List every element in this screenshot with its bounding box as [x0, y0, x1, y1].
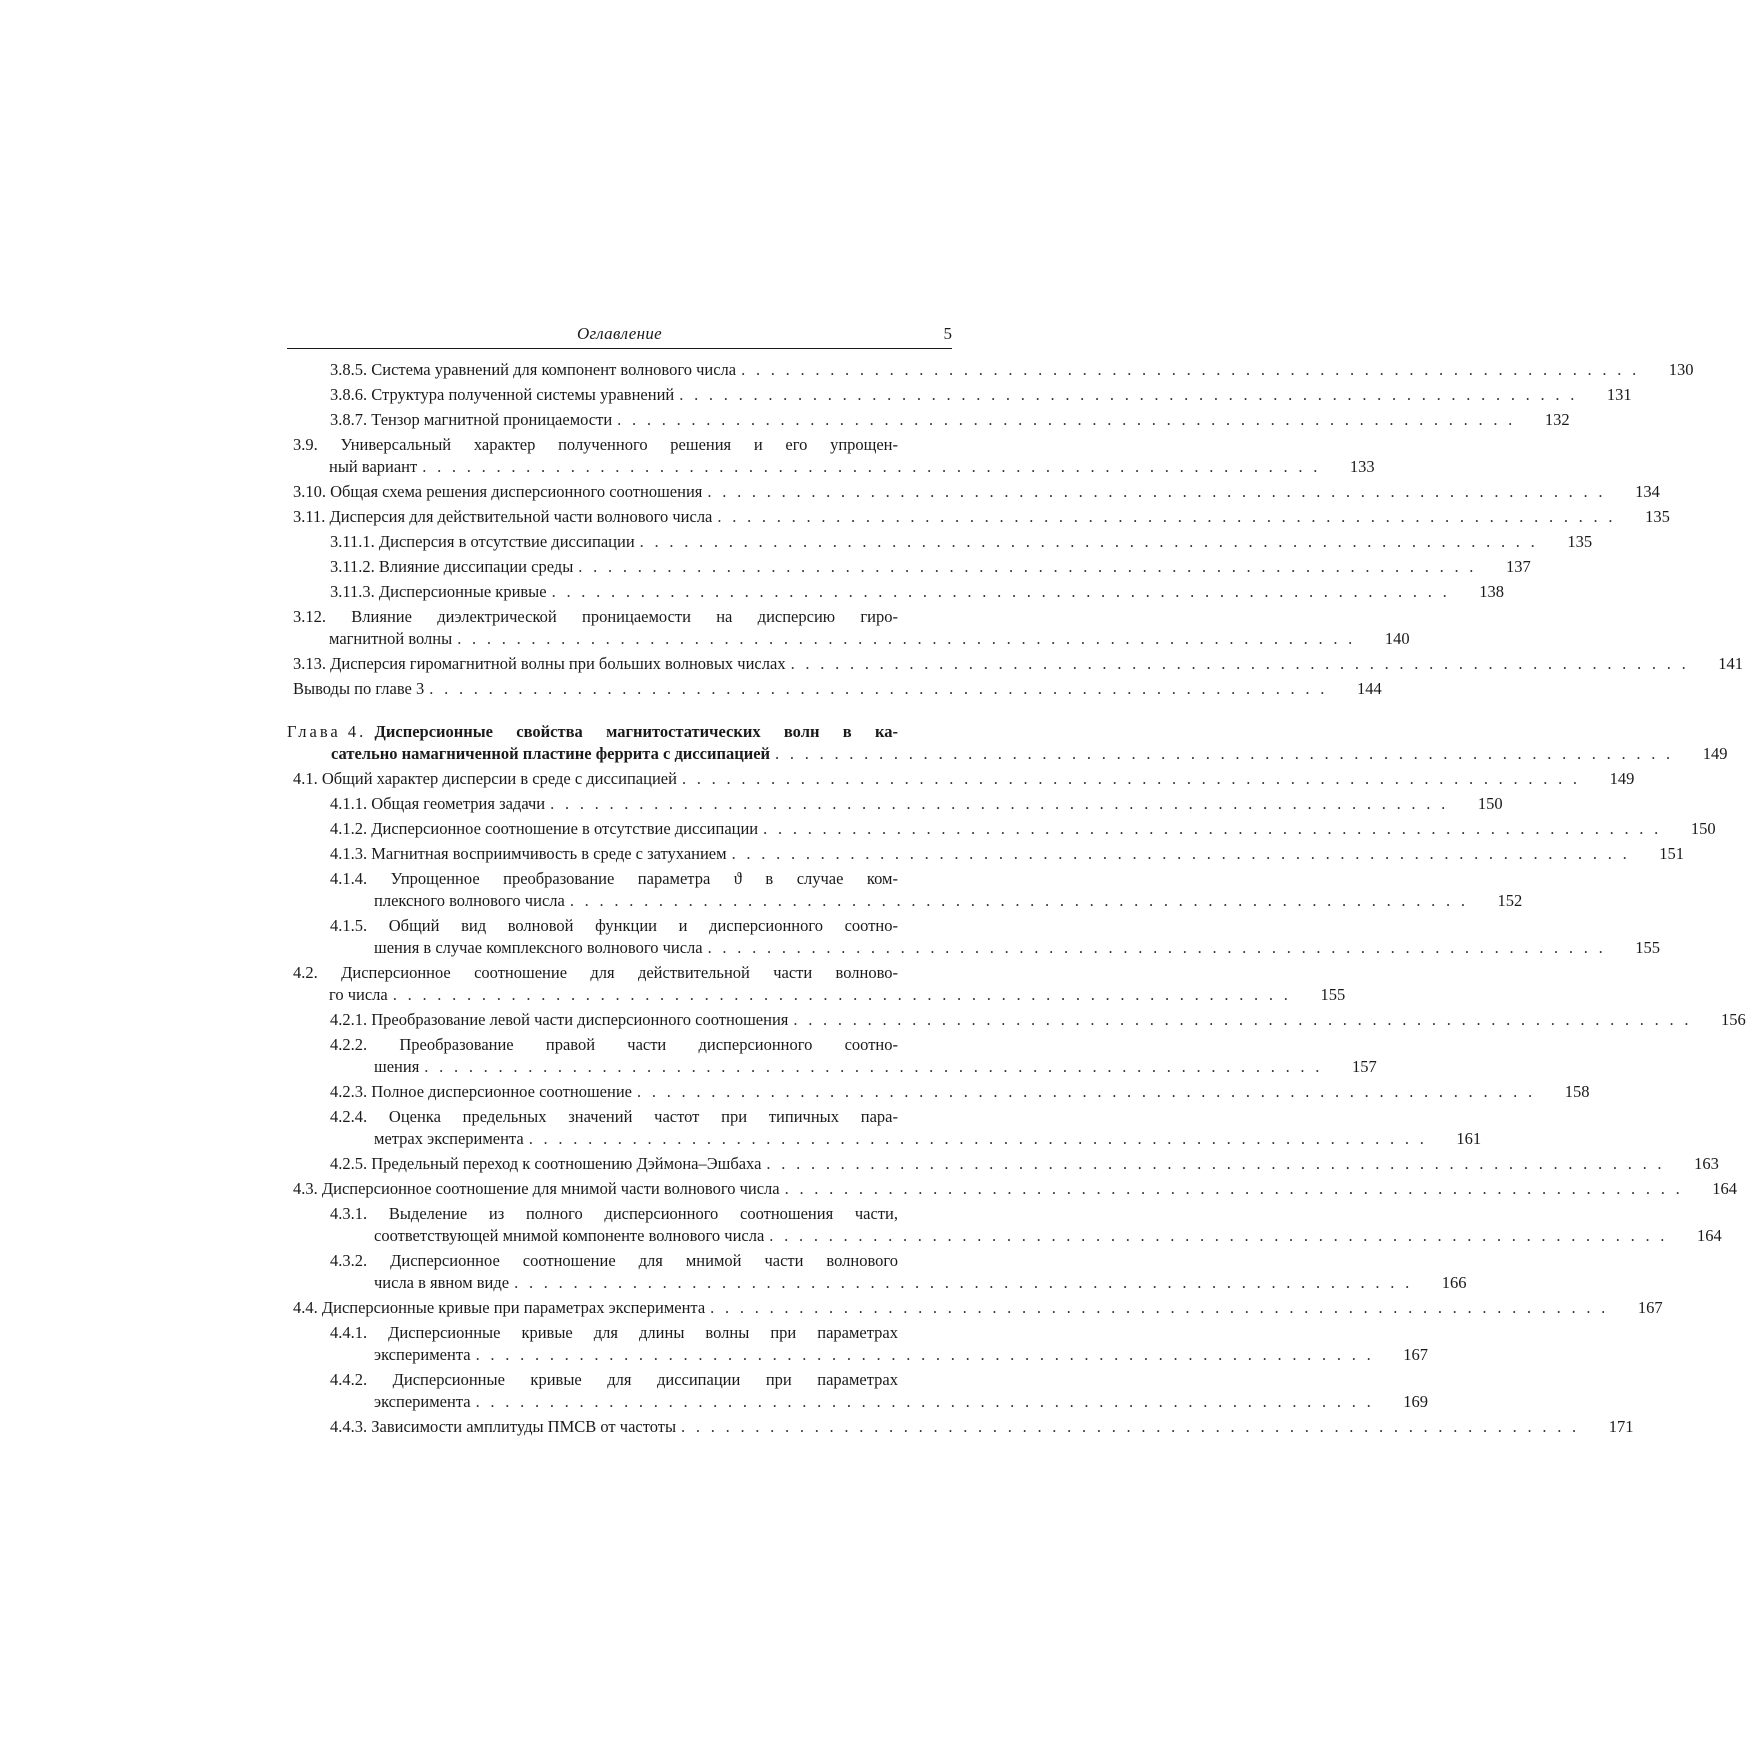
leader-dots: . . . . . . . . . . . . . . . . . . . . . . . . . . . . . . . . . . . . . . . . . . . . . . . . . . . . . . . . . . . . . — [550, 794, 1449, 813]
toc-entry-page: 150 — [1477, 794, 1503, 813]
toc-entry-text: 4.2. Дисперсионное соотношение для действительной части волново- — [293, 963, 898, 982]
toc-entry[interactable] — [287, 653, 1744, 675]
toc-entry-page: 150 — [1690, 819, 1716, 838]
toc-entry[interactable] — [287, 1297, 1663, 1319]
toc-entry-text: 3.13. Дисперсия гиромагнитной волны при больших волновых числах — [293, 654, 786, 673]
toc-entry-text: шения — [374, 1057, 420, 1076]
toc-entry[interactable] — [287, 962, 1346, 1006]
toc-entry[interactable] — [287, 868, 1523, 912]
leader-dots: . . . . . . . . . . . . . . . . . . . . . . . . . . . . . . . . . . . . . . . . . . . . . . . . . . . . . . . . . . . . . — [681, 1417, 1580, 1436]
toc-entry[interactable] — [287, 678, 1382, 700]
toc-entry-text: 4.1. Общий характер дисперсии в среде с диссипацией — [293, 769, 677, 788]
toc-entry-page: 138 — [1479, 582, 1505, 601]
leader-dots: . . . . . . . . . . . . . . . . . . . . . . . . . . . . . . . . . . . . . . . . . . . . . . . . . . . . . . . . . . . . . — [457, 629, 1356, 648]
toc-entry[interactable] — [287, 1322, 1429, 1366]
leader-dots: . . . . . . . . . . . . . . . . . . . . . . . . . . . . . . . . . . . . . . . . . . . . . . . . . . . . . . . . . . . . . — [766, 1154, 1665, 1173]
toc-entry[interactable] — [287, 1106, 1482, 1150]
toc-entry[interactable] — [287, 1178, 1738, 1200]
toc-entry-text: Выводы по главе 3 — [293, 679, 425, 698]
toc-entry-text: 4.2.2. Преобразование правой части дисперсионного соотно- — [330, 1035, 898, 1054]
toc-entry-text: 4.3.1. Выделение из полного дисперсионного соотношения части, — [330, 1204, 898, 1223]
leader-dots: . . . . . . . . . . . . . . . . . . . . . . . . . . . . . . . . . . . . . . . . . . . . . . . . . . . . . . . . . . . . . — [784, 1179, 1684, 1198]
toc-entry-page: 164 — [1712, 1179, 1738, 1198]
toc-entry-text: 4.2.4. Оценка предельных значений частот при типичных пара- — [330, 1107, 898, 1126]
toc-entry-text: 4.1.3. Магнитная восприимчивость в среде с затуханием — [330, 844, 727, 863]
leader-dots: . . . . . . . . . . . . . . . . . . . . . . . . . . . . . . . . . . . . . . . . . . . . . . . . . . . . . . . . . . . . . — [639, 532, 1539, 551]
toc-entry-text: 3.8.7. Тензор магнитной проницаемости — [330, 410, 613, 429]
toc-entry-page: 158 — [1564, 1082, 1590, 1101]
toc-entry-page: 155 — [1320, 985, 1346, 1004]
toc-entry[interactable] — [287, 1153, 1719, 1175]
leader-dots: . . . . . . . . . . . . . . . . . . . . . . . . . . . . . . . . . . . . . . . . . . . . . . . . . . . . . . . . . . . . . — [790, 654, 1690, 673]
toc-entry[interactable] — [287, 1369, 1429, 1413]
toc-entry-page: 166 — [1441, 1273, 1467, 1292]
toc-entry[interactable] — [287, 793, 1503, 815]
leader-dots: . . . . . . . . . . . . . . . . . . . . . . . . . . . . . . . . . . . . . . . . . . . . . . . . . . . . . . . . . . . . . — [578, 557, 1477, 576]
toc-entry[interactable] — [287, 1009, 1746, 1031]
toc-entry-text: го числа — [329, 985, 388, 1004]
toc-entry[interactable] — [287, 1416, 1634, 1438]
toc-entry-text: шения в случае комплексного волнового числа — [374, 938, 703, 957]
leader-dots: . . . . . . . . . . . . . . . . . . . . . . . . . . . . . . . . . . . . . . . . . . . . . . . . . . . . . . . . . . . . . — [707, 938, 1607, 957]
toc-entry[interactable] — [287, 1034, 1377, 1078]
leader-dots: . . . . . . . . . . . . . . . . . . . . . . . . . . . . . . . . . . . . . . . . . . . . . . . . . . . . . . . . . . . . . — [731, 844, 1631, 863]
header-page-number: 5 — [943, 324, 952, 343]
chapter-title-line-2: сательно намагниченной пластине феррита с диссипацией — [331, 744, 771, 763]
leader-dots: . . . . . . . . . . . . . . . . . . . . . . . . . . . . . . . . . . . . . . . . . . . . . . . . . . . . . . . . . . . . . — [679, 385, 1578, 404]
toc-entry-text: 4.2.1. Преобразование левой части дисперсионного соотношения — [330, 1010, 789, 1029]
leader-dots: . . . . . . . . . . . . . . . . . . . . . . . . . . . . . . . . . . . . . . . . . . . . . . . . . . . . . . . . . . . . . — [392, 985, 1292, 1004]
toc-entry-page: 135 — [1567, 532, 1593, 551]
toc-entry-text: 3.8.5. Система уравнений для компонент волнового числа — [330, 360, 737, 379]
toc-entry-page: 131 — [1606, 385, 1632, 404]
toc-entry[interactable] — [287, 768, 1635, 790]
leader-dots: . . . . . . . . . . . . . . . . . . . . . . . . . . . . . . . . . . . . . . . . . . . . . . . . . . . . . . . . . . . . . — [775, 744, 1674, 763]
leader-dots: . . . . . . . . . . . . . . . . . . . . . . . . . . . . . . . . . . . . . . . . . . . . . . . . . . . . . . . . . . . . . — [710, 1298, 1609, 1317]
toc-entry-text: магнитной волны — [329, 629, 453, 648]
toc-entry[interactable] — [287, 531, 1593, 553]
toc-entry-text: 3.11.3. Дисперсионные кривые — [330, 582, 547, 601]
toc-entry[interactable] — [287, 915, 1661, 959]
table-of-contents — [287, 359, 1746, 1438]
toc-entry-text: 3.10. Общая схема решения дисперсионного соотношения — [293, 482, 703, 501]
toc-entry-text: 4.3.2. Дисперсионное соотношение для мнимой части волнового — [330, 1251, 898, 1270]
toc-page — [287, 322, 1746, 1441]
toc-entry-page: 137 — [1505, 557, 1531, 576]
toc-entry-text: 3.11.1. Дисперсия в отсутствие диссипации — [330, 532, 635, 551]
toc-entry[interactable] — [287, 843, 1685, 865]
leader-dots: . . . . . . . . . . . . . . . . . . . . . . . . . . . . . . . . . . . . . . . . . . . . . . . . . . . . . . . . . . . . . — [793, 1010, 1692, 1029]
leader-dots: . . . . . . . . . . . . . . . . . . . . . . . . . . . . . . . . . . . . . . . . . . . . . . . . . . . . . . . . . . . . . — [551, 582, 1451, 601]
toc-entry-page: 156 — [1721, 1010, 1746, 1029]
leader-dots: . . . . . . . . . . . . . . . . . . . . . . . . . . . . . . . . . . . . . . . . . . . . . . . . . . . . . . . . . . . . . — [717, 507, 1616, 526]
toc-entry-page: 161 — [1456, 1129, 1482, 1148]
toc-entry-page: 167 — [1637, 1298, 1663, 1317]
leader-dots: . . . . . . . . . . . . . . . . . . . . . . . . . . . . . . . . . . . . . . . . . . . . . . . . . . . . . . . . . . . . . — [637, 1082, 1536, 1101]
leader-dots: . . . . . . . . . . . . . . . . . . . . . . . . . . . . . . . . . . . . . . . . . . . . . . . . . . . . . . . . . . . . . — [475, 1345, 1375, 1364]
toc-entry-text: 4.4.2. Дисперсионные кривые для диссипации при параметрах — [330, 1370, 898, 1389]
leader-dots: . . . . . . . . . . . . . . . . . . . . . . . . . . . . . . . . . . . . . . . . . . . . . . . . . . . . . . . . . . . . . — [475, 1392, 1375, 1411]
toc-entry-text: эксперимента — [374, 1392, 471, 1411]
toc-entry-text: 4.1.5. Общий вид волновой функции и дисперсионного соотно- — [330, 916, 898, 935]
toc-entry-page: 164 — [1696, 1226, 1722, 1245]
toc-entry[interactable] — [287, 359, 1694, 381]
leader-dots: . . . . . . . . . . . . . . . . . . . . . . . . . . . . . . . . . . . . . . . . . . . . . . . . . . . . . . . . . . . . . — [422, 457, 1321, 476]
toc-entry-page: 135 — [1645, 507, 1670, 526]
leader-dots: . . . . . . . . . . . . . . . . . . . . . . . . . . . . . . . . . . . . . . . . . . . . . . . . . . . . . . . . . . . . . — [763, 819, 1662, 838]
toc-entry-page: 132 — [1544, 410, 1570, 429]
leader-dots: . . . . . . . . . . . . . . . . . . . . . . . . . . . . . . . . . . . . . . . . . . . . . . . . . . . . . . . . . . . . . — [528, 1129, 1428, 1148]
toc-entry-text: 3.11. Дисперсия для действительной части волнового числа — [293, 507, 713, 526]
toc-entry-page: 140 — [1384, 629, 1410, 648]
toc-entry-text: 4.4.3. Зависимости амплитуды ПМСВ от частоты — [330, 1417, 677, 1436]
toc-entry-text: метрах эксперимента — [374, 1129, 524, 1148]
toc-entry[interactable] — [287, 606, 1410, 650]
toc-entry-text: 3.11.2. Влияние диссипации среды — [330, 557, 574, 576]
toc-section-chapter-4 — [287, 768, 1746, 1438]
leader-dots: . . . . . . . . . . . . . . . . . . . . . . . . . . . . . . . . . . . . . . . . . . . . . . . . . . . . . . . . . . . . . — [769, 1226, 1668, 1245]
header-title: Оглавление — [576, 324, 663, 343]
toc-entry-text: 4.3. Дисперсионное соотношение для мнимой части волнового числа — [293, 1179, 780, 1198]
toc-entry-page: 171 — [1608, 1417, 1634, 1436]
chapter-title-line-1: Дисперсионные свойства магнитостатических волн в ка- — [374, 722, 898, 741]
toc-entry-text: 4.2.5. Предельный переход к соотношению Дэймона–Эшбаха — [330, 1154, 762, 1173]
toc-entry[interactable] — [287, 818, 1716, 840]
leader-dots: . . . . . . . . . . . . . . . . . . . . . . . . . . . . . . . . . . . . . . . . . . . . . . . . . . . . . . . . . . . . . — [681, 769, 1581, 788]
toc-entry-text: 4.4. Дисперсионные кривые при параметрах эксперимента — [293, 1298, 706, 1317]
leader-dots: . . . . . . . . . . . . . . . . . . . . . . . . . . . . . . . . . . . . . . . . . . . . . . . . . . . . . . . . . . . . . — [707, 482, 1606, 501]
toc-entry-text: 4.1.2. Дисперсионное соотношение в отсутствие диссипации — [330, 819, 759, 838]
toc-entry[interactable] — [287, 409, 1570, 431]
toc-entry-page: 157 — [1351, 1057, 1377, 1076]
toc-entry[interactable] — [287, 1203, 1722, 1247]
toc-entry-page: 134 — [1635, 482, 1660, 501]
toc-section-chapter-3 — [287, 359, 1744, 700]
chapter-label: Глава 4. — [287, 722, 367, 741]
toc-entry-text: 4.1.1. Общая геометрия задачи — [330, 794, 546, 813]
leader-dots: . . . . . . . . . . . . . . . . . . . . . . . . . . . . . . . . . . . . . . . . . . . . . . . . . . . . . . . . . . . . . — [617, 410, 1516, 429]
toc-entry-text: 4.4.1. Дисперсионные кривые для длины волны при параметрах — [330, 1323, 898, 1342]
toc-entry-text: ный вариант — [329, 457, 418, 476]
toc-entry-text: 4.2.3. Полное дисперсионное соотношение — [330, 1082, 632, 1101]
toc-entry-text: соответствующей мнимой компоненте волнового числа — [374, 1226, 765, 1245]
leader-dots: . . . . . . . . . . . . . . . . . . . . . . . . . . . . . . . . . . . . . . . . . . . . . . . . . . . . . . . . . . . . . — [429, 679, 1328, 698]
toc-entry-page: 141 — [1718, 654, 1744, 673]
toc-entry[interactable] — [287, 506, 1670, 528]
toc-entry[interactable] — [287, 556, 1531, 578]
toc-entry-page: 169 — [1403, 1392, 1429, 1411]
toc-entry-text: 3.12. Влияние диэлектрической проницаемости на дисперсию гиро- — [293, 607, 898, 626]
toc-entry[interactable] — [287, 434, 1375, 478]
toc-entry-text: эксперимента — [374, 1345, 471, 1364]
toc-entry-page: 151 — [1659, 844, 1685, 863]
toc-entry-page: 167 — [1403, 1345, 1429, 1364]
toc-entry-page: 163 — [1694, 1154, 1719, 1173]
leader-dots: . . . . . . . . . . . . . . . . . . . . . . . . . . . . . . . . . . . . . . . . . . . . . . . . . . . . . . . . . . . . . — [424, 1057, 1323, 1076]
toc-entry-page: 155 — [1635, 938, 1661, 957]
toc-entry[interactable] — [287, 581, 1505, 603]
running-header — [287, 322, 952, 349]
toc-entry-page: 152 — [1497, 891, 1523, 910]
toc-entry[interactable] — [287, 1250, 1467, 1294]
leader-dots: . . . . . . . . . . . . . . . . . . . . . . . . . . . . . . . . . . . . . . . . . . . . . . . . . . . . . . . . . . . . . — [514, 1273, 1413, 1292]
toc-entry[interactable] — [287, 1081, 1590, 1103]
chapter-page: 149 — [1702, 744, 1728, 763]
toc-entry[interactable] — [287, 481, 1660, 503]
toc-entry-page: 130 — [1668, 360, 1694, 379]
toc-entry[interactable] — [287, 384, 1632, 406]
toc-entry-text: 3.9. Универсальный характер полученного решения и его упрощен- — [293, 435, 898, 454]
leader-dots: . . . . . . . . . . . . . . . . . . . . . . . . . . . . . . . . . . . . . . . . . . . . . . . . . . . . . . . . . . . . . — [741, 360, 1640, 379]
toc-entry-page: 149 — [1609, 769, 1635, 788]
toc-entry-page: 133 — [1349, 457, 1375, 476]
toc-entry-text: плексного волнового числа — [374, 891, 565, 910]
toc-chapter-heading — [287, 721, 1728, 765]
toc-entry-text: 3.8.6. Структура полученной системы уравнений — [330, 385, 675, 404]
toc-entry-text: 4.1.4. Упрощенное преобразование параметра ϑ в случае ком- — [330, 869, 898, 888]
toc-entry-text: числа в явном виде — [374, 1273, 510, 1292]
toc-entry-page: 144 — [1356, 679, 1382, 698]
leader-dots: . . . . . . . . . . . . . . . . . . . . . . . . . . . . . . . . . . . . . . . . . . . . . . . . . . . . . . . . . . . . . — [569, 891, 1469, 910]
